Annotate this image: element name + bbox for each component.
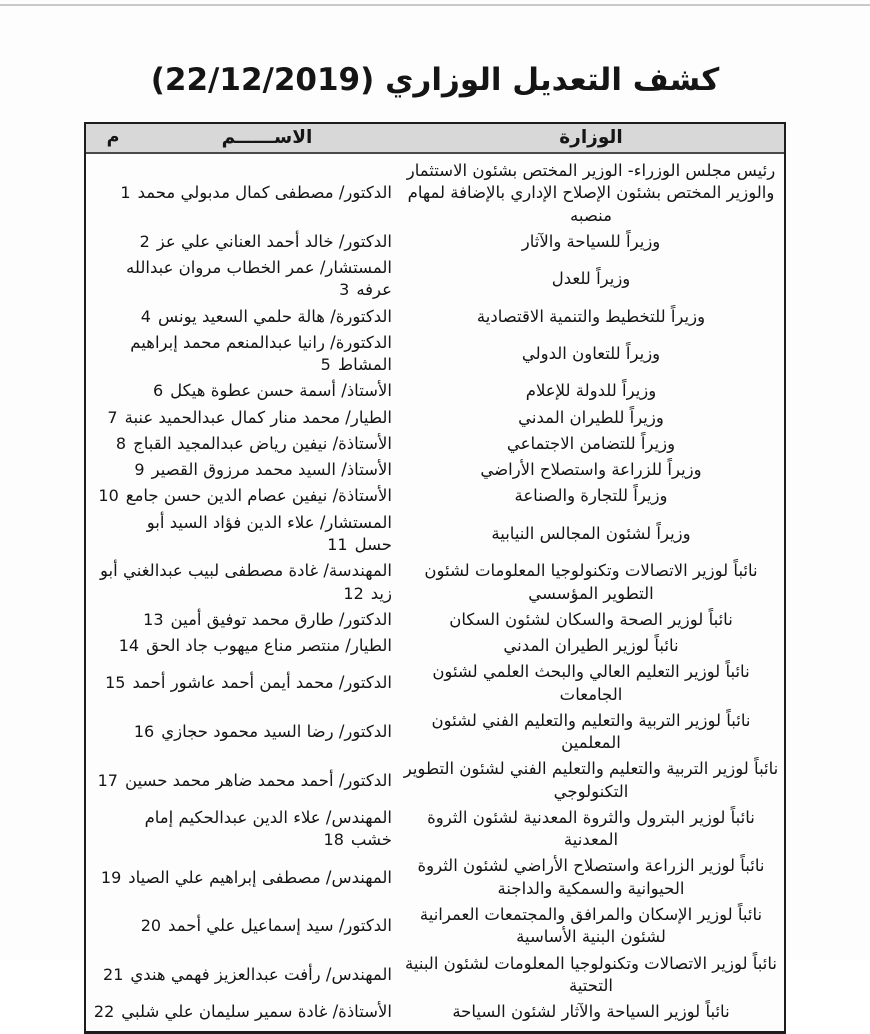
table-row	[86, 805, 784, 854]
row-ministry: نائباً لوزير التربية والتعليم والتعليم الفني لشئون المعلمين	[431, 710, 751, 753]
table-row	[86, 378, 784, 404]
row-serial: 20	[140, 916, 162, 936]
row-name-cell	[90, 306, 398, 328]
row-name: المهندس/ مصطفى إبراهيم علي الصياد	[128, 867, 392, 887]
row-serial: 17	[97, 770, 118, 790]
row-name: المستشار/ علاء الدين فؤاد السيد أبو حسل	[146, 512, 392, 554]
table-row	[86, 902, 784, 951]
row-ministry: وزيراً للسياحة والآثار	[521, 231, 661, 251]
table-row	[86, 405, 784, 431]
table-row	[86, 999, 784, 1025]
row-name-cell	[90, 231, 398, 253]
row-serial: 2	[139, 231, 150, 251]
row-name: الأستاذة/ نيفين عصام الدين حسن جامع	[125, 486, 392, 506]
row-name-cell	[90, 1001, 398, 1023]
row-ministry: وزيراً للتخطيط والتنمية الاقتصادية	[476, 306, 706, 326]
row-serial: 18	[323, 830, 344, 850]
row-ministry: وزيراً للتجارة والصناعة	[514, 486, 668, 506]
row-ministry: وزيراً لشئون المجالس النيابية	[491, 523, 691, 543]
row-name-cell	[90, 485, 398, 507]
row-serial: 9	[134, 460, 145, 480]
table-row	[86, 229, 784, 255]
row-serial: 21	[103, 964, 124, 984]
row-name-cell	[90, 407, 398, 429]
row-name-cell	[90, 807, 398, 852]
row-serial: 7	[107, 407, 118, 427]
row-serial: 22	[93, 1002, 115, 1022]
row-name-cell	[90, 459, 398, 481]
table-row	[86, 304, 784, 330]
row-name: الأستاذ/ السيد محمد مرزوق القصير	[151, 460, 392, 480]
table-row	[86, 431, 784, 457]
row-serial: 4	[140, 306, 151, 326]
row-name: الطيار/ محمد منار كمال عبدالحميد عنبة	[124, 407, 392, 427]
table-row	[86, 633, 784, 659]
row-name: المهندسة/ غادة مصطفى لبيب عبدالغني أبو زيد	[100, 561, 392, 603]
column-header-serial: م	[106, 127, 120, 147]
table-row	[86, 659, 784, 708]
row-name-cell	[90, 672, 398, 694]
row-serial: 10	[98, 486, 119, 506]
table-row	[86, 951, 784, 1000]
column-header-ministry: الوزارة	[559, 127, 623, 148]
row-serial: 3	[339, 280, 350, 300]
table-row	[86, 708, 784, 757]
table-row	[86, 457, 784, 483]
row-name: الدكتورة/ هالة حلمي السعيد يونس	[157, 306, 392, 326]
row-ministry: نائباً لوزير التربية والتعليم والتعليم الفني لشئون التطوير التكنولوجي	[403, 759, 779, 801]
row-serial: 13	[143, 609, 164, 629]
scan-top-edge-line	[0, 4, 870, 6]
row-serial: 12	[343, 583, 364, 603]
table-row	[86, 483, 784, 509]
row-ministry: وزيراً للتضامن الاجتماعي	[506, 433, 676, 453]
row-name: الدكتور/ سيد إسماعيل علي أحمد	[168, 916, 392, 936]
row-name: الدكتورة/ رانيا عبدالمنعم محمد إبراهيم المشاط	[130, 332, 392, 375]
row-ministry: وزيراً للزراعة واستصلاح الأراضي	[480, 460, 702, 480]
row-name: الأستاذة/ غادة سمير سليمان علي شلبي	[121, 1002, 392, 1022]
row-ministry: وزيراً للتعاون الدولي	[521, 343, 661, 363]
row-ministry: نائباً لوزير التعليم العالي والبحث العلمي لشئون الجامعات	[432, 662, 750, 704]
row-name: الدكتور/ مصطفى كمال مدبولي محمد	[137, 183, 392, 203]
row-name: المستشار/ عمر الخطاب مروان عبدالله عرفه	[126, 258, 392, 300]
table-row	[86, 510, 784, 559]
table-row	[86, 158, 784, 229]
table-row	[86, 255, 784, 304]
row-name: الدكتور/ رضا السيد محمود حجازي	[161, 721, 392, 741]
row-ministry: نائباً لوزير الإسكان والمرافق والمجتمعات العمرانية لشئون البنية الأساسية	[419, 904, 763, 947]
row-ministry: رئيس مجلس الوزراء- الوزير المختص بشئون الاستثمار والوزير المختص بشئون الإصلاح الإداري بالإضافة لمهام منصبه	[406, 161, 776, 225]
row-name: الأستاذ/ أسمة حسن عطوة هيكل	[170, 381, 392, 401]
row-name: الدكتور/ طارق محمد توفيق أمين	[170, 609, 392, 629]
row-serial: 16	[133, 721, 155, 741]
row-name-cell	[90, 433, 398, 455]
row-name: المهندس/ علاء الدين عبدالحكيم إمام خشب	[144, 807, 392, 850]
row-name-cell	[90, 867, 398, 889]
row-serial: 6	[152, 381, 164, 401]
row-name: الدكتور/ محمد أيمن أحمد عاشور أحمد	[132, 673, 392, 693]
table-row	[86, 330, 784, 379]
row-ministry: نائباً لوزير السياحة والآثار لشئون السياحة	[452, 1002, 730, 1022]
ministers-table	[84, 122, 786, 1034]
row-name-cell	[90, 182, 398, 204]
row-name-cell	[90, 635, 398, 657]
row-ministry: نائباً لوزير الاتصالات وتكنولوجيا المعلومات لشئون البنية التحتية	[405, 953, 777, 995]
row-ministry: نائباً لوزير البترول والثروة المعدنية لشئون الثروة المعدنية	[427, 807, 755, 850]
row-name-cell	[90, 721, 398, 743]
row-serial: 8	[115, 433, 127, 453]
table-header-row	[86, 124, 784, 154]
row-name-cell	[90, 257, 398, 302]
table-body	[86, 154, 784, 1031]
row-serial: 15	[105, 673, 126, 693]
row-name-cell	[90, 609, 398, 631]
row-name: الأستاذة/ نيفين رياض عبدالمجيد القباج	[133, 433, 392, 453]
row-name-cell	[90, 770, 398, 792]
table-row	[86, 756, 784, 805]
row-name: المهندس/ رأفت عبدالعزيز فهمي هندي	[130, 964, 392, 984]
row-ministry: نائباً لوزير الاتصالات وتكنولوجيا المعلومات لشئون التطوير المؤسسي	[424, 561, 758, 603]
row-name: الدكتور/ أحمد محمد ضاهر محمد حسين	[124, 770, 392, 790]
row-name-cell	[90, 560, 398, 605]
row-serial: 1	[120, 183, 131, 203]
table-row	[86, 558, 784, 607]
row-name-cell	[90, 512, 398, 557]
table-row	[86, 853, 784, 902]
row-name-cell	[90, 332, 398, 377]
row-name-cell	[90, 380, 398, 402]
row-serial: 5	[320, 355, 331, 375]
row-ministry: وزيراً للطيران المدني	[518, 407, 664, 427]
row-serial: 11	[327, 534, 348, 554]
row-serial: 14	[118, 636, 140, 656]
row-ministry: وزيراً للدولة للإعلام	[525, 381, 657, 401]
row-ministry: وزيراً للعدل	[551, 269, 631, 289]
table-row	[86, 607, 784, 633]
page-title: كشف التعديل الوزاري (22/12/2019)	[150, 62, 720, 98]
row-name: الدكتور/ خالد أحمد العناني علي عز	[156, 231, 392, 251]
row-name-cell	[90, 964, 398, 986]
row-serial: 19	[100, 867, 122, 887]
row-ministry: نائباً لوزير الطيران المدني	[503, 636, 679, 656]
column-header-name: الاســــــم	[221, 127, 313, 148]
row-name: الطيار/ منتصر مناع ميهوب جاد الحق	[146, 636, 392, 656]
row-ministry: نائباً لوزير الصحة والسكان لشئون السكان	[449, 609, 733, 629]
row-ministry: نائباً لوزير الزراعة واستصلاح الأراضي لشئون الثروة الحيوانية والسمكية والداجنة	[417, 856, 765, 898]
row-name-cell	[90, 915, 398, 937]
